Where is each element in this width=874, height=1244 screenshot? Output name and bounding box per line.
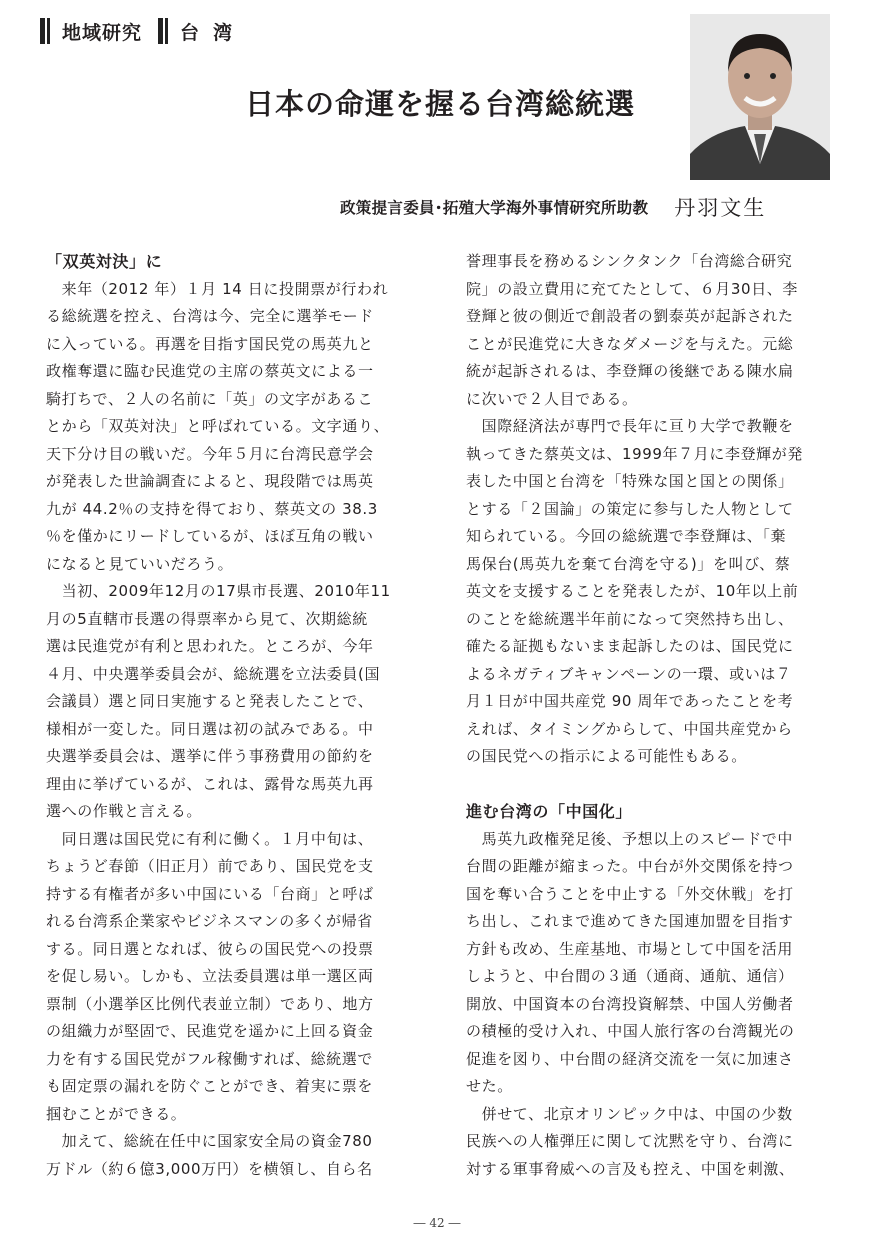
section-heading: 「双英対決」に xyxy=(46,252,163,271)
text-line: 同日選は国民党に有利に働く。１月中旬は、 xyxy=(46,829,374,848)
header-separator-icon xyxy=(158,18,163,44)
text-line: 促進を図り、中台間の経済交流を一気に加速さ xyxy=(466,1049,794,1068)
text-line: 選は民進党が有利と思われた。ところが、今年 xyxy=(46,637,374,655)
text-line: の積極的受け入れ、中国人旅行客の台湾観光の xyxy=(466,1022,795,1040)
text-line: ％を僅かにリードしているが、ほぼ互角の戦い xyxy=(46,527,374,545)
text-line: 表した中国と台湾を「特殊な国と国との関係」 xyxy=(466,472,794,490)
text-line: 国際経済法が専門で長年に亘り大学で教鞭を xyxy=(466,417,794,435)
text-line: る総統選を控え、台湾は今、完全に選挙モード xyxy=(46,307,374,325)
author-portrait-image xyxy=(690,14,830,180)
text-line: 方針も改め、生産基地、市場として中国を活用 xyxy=(466,939,794,958)
text-line: 馬英九政権発足後、予想以上のスピードで中 xyxy=(466,829,794,848)
text-line: 掴むことができる。 xyxy=(46,1104,187,1123)
text-line: 月１日が中国共産党 90 周年であったことを考 xyxy=(466,692,794,710)
paragraph-spacer xyxy=(466,771,834,799)
author-name: 丹羽文生 xyxy=(674,196,767,220)
right-column xyxy=(466,248,834,1183)
text-line: 開放、中国資本の台湾投資解禁、中国人労働者 xyxy=(466,994,794,1013)
text-line: 誉理事長を務めるシンクタンク「台湾総合研究 xyxy=(466,252,793,270)
header-separator-thin-icon xyxy=(165,18,168,44)
section-header xyxy=(40,14,246,48)
text-line: せた。 xyxy=(466,1077,513,1095)
article-title: 日本の命運を握る台湾総統選 xyxy=(244,87,635,121)
text-line: 九が 44.2％の支持を得ており、蔡英文の 38.3 xyxy=(46,499,378,518)
text-line: とから「双英対決」と呼ばれている。文字通り、 xyxy=(46,417,390,435)
text-line: えれば、タイミングからして、中国共産党から xyxy=(466,719,793,738)
text-line: 騎打ちで、２人の名前に「英」の文字があるこ xyxy=(46,389,374,408)
text-line: 併せて、北京オリンピック中は、中国の少数 xyxy=(466,1104,793,1123)
author-affiliation: 政策提言委員･拓殖大学海外事情研究所助教 xyxy=(340,199,649,217)
text-line: 選への作戦と言える。 xyxy=(46,802,203,820)
text-line: 統が起訴されるは、李登輝の後継である陳水扁 xyxy=(466,362,794,380)
text-line: ことが民進党に大きなダメージを与えた。元総 xyxy=(466,334,794,353)
text-line: の国民党への指示による可能性もある。 xyxy=(466,747,747,765)
text-line: よるネガティブキャンペーンの一環、或いは７ xyxy=(466,664,792,683)
text-line: れる台湾系企業家やビジネスマンの多くが帰省 xyxy=(46,912,373,930)
text-line: 英文を支援することを発表したが、10年以上前 xyxy=(466,582,799,600)
text-line: 政権奪還に臨む民進党の主席の蔡英文による一 xyxy=(46,362,374,380)
text-line: とする「２国論」の策定に参与した人物として xyxy=(466,499,794,518)
text-line: のことを総統選半年前になって突然持ち出し、 xyxy=(466,609,794,628)
text-line: 会議員）選と同日実施すると発表したことで、 xyxy=(46,692,374,710)
text-line: 持する有権者が多い中国にいる「台商」と呼ば xyxy=(46,884,374,903)
text-line: 当初、2009年12月の17県市長選、2010年11 xyxy=(46,582,391,600)
header-bar-thin-icon xyxy=(47,18,50,44)
text-line: を促し易い。しかも、立法委員選は単一選区両 xyxy=(46,967,374,985)
left-column xyxy=(46,248,414,1183)
text-line: 対する軍事脅威への言及も控え、中国を刺激、 xyxy=(466,1159,795,1178)
text-line: ち出し、これまで進めてきた国連加盟を目指す xyxy=(466,912,794,930)
text-line: 天下分け目の戦いだ。今年５月に台湾民意学会 xyxy=(46,444,374,463)
section-heading: 進む台湾の「中国化」 xyxy=(466,802,633,821)
text-line: も固定票の漏れを防ぐことができ、着実に票を xyxy=(46,1077,374,1095)
text-line: 票制（小選挙区比例代表並立制）であり、地方 xyxy=(46,994,374,1013)
text-line: 国を奪い合うことを中止する「外交休戦」を打 xyxy=(466,884,794,903)
text-line: ちょうど春節（旧正月）前であり、国民党を支 xyxy=(46,857,374,875)
text-line: 万ドル（約６億3,000万円）を横領し、自ら名 xyxy=(46,1159,373,1178)
text-line: になると見ていいだろう。 xyxy=(46,554,234,573)
text-line: 央選挙委員会は、選挙に伴う事務費用の節約を xyxy=(46,747,374,765)
text-line: 執ってきた蔡英文は、1999年７月に李登輝が発 xyxy=(466,444,803,463)
page-number: ― 42 ― xyxy=(413,1216,461,1230)
text-line: に次いで２人目である。 xyxy=(466,389,638,408)
text-line: 力を有する国民党がフル稼働すれば、総統選で xyxy=(46,1049,374,1068)
text-line: 理由に挙げているが、これは、露骨な馬英九再 xyxy=(46,774,374,793)
text-line: 台間の距離が縮まった。中台が外交関係を持つ xyxy=(466,857,794,875)
text-line: する。同日選となれば、彼らの国民党への投票 xyxy=(46,939,374,958)
byline xyxy=(340,192,832,222)
text-line: 加えて、総統在任中に国家安全局の資金780 xyxy=(46,1132,373,1150)
text-line: 確たる証拠もないまま起訴したのは、国民党に xyxy=(466,637,794,655)
author-photo xyxy=(690,14,830,180)
text-line: 登輝と彼の側近で創設者の劉泰英が起訴された xyxy=(466,307,794,325)
text-line: が発表した世論調査によると、現段階では馬英 xyxy=(46,472,374,490)
section-label: 地域研究 xyxy=(62,21,143,44)
text-line: しようと、中台間の３通（通商、通航、通信） xyxy=(466,967,794,985)
text-line: の組織力が堅固で、民進党を遥かに上回る資金 xyxy=(46,1022,374,1040)
header-bar-icon xyxy=(40,18,45,44)
text-line: ４月、中央選挙委員会が、総統選を立法委員(国 xyxy=(46,664,381,683)
region-label: 台湾 xyxy=(180,21,247,44)
text-line: 知られている。今回の総統選で李登輝は、「棄 xyxy=(466,527,787,545)
text-line: 院」の設立費用に充てたとして、６月30日、李 xyxy=(466,279,798,298)
text-line: 来年（2012 年）１月 14 日に投開票が行われ xyxy=(46,279,389,298)
text-line: 月の5直轄市長選の得票率から見て、次期総統 xyxy=(46,609,368,628)
text-line: に入っている。再選を目指す国民党の馬英九と xyxy=(46,334,374,353)
text-line: 馬保台(馬英九を棄て台湾を守る)」を叫び、蔡 xyxy=(466,554,791,573)
text-line: 民族への人権弾圧に関して沈黙を守り、台湾に xyxy=(466,1132,794,1150)
text-line: 様相が一変した。同日選は初の試みである。中 xyxy=(46,719,374,738)
